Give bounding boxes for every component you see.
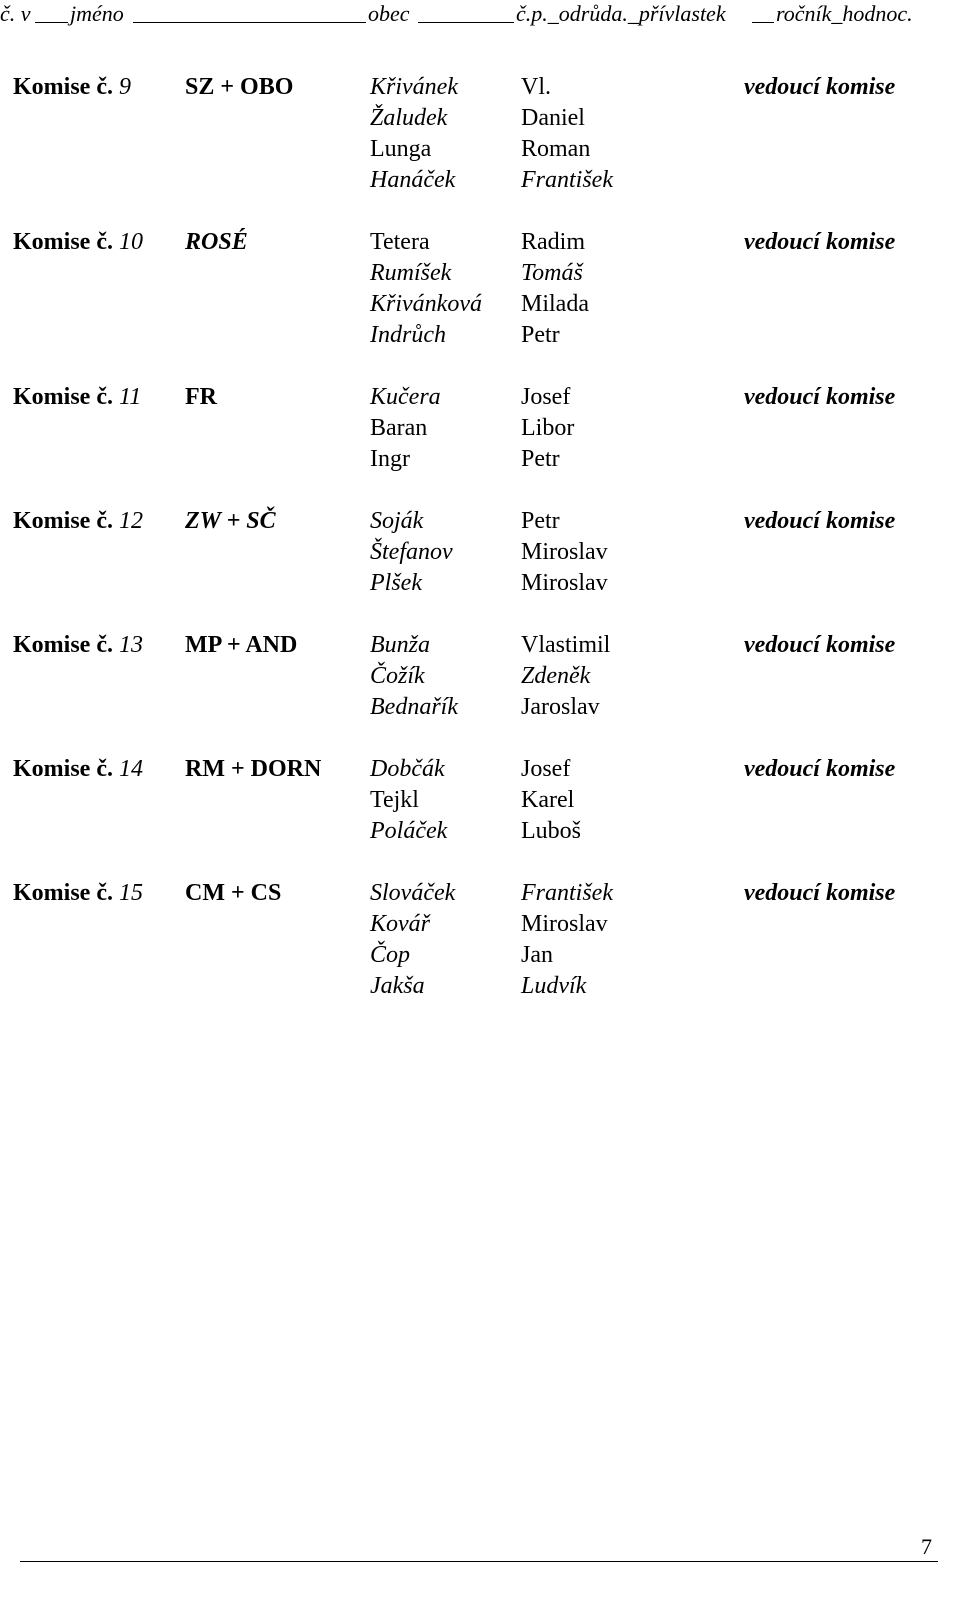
member-firstname: Milada [521,291,589,317]
commission-label-text: Komise č. [13,384,113,410]
member-firstname: Josef [521,756,571,782]
member-firstname: Vlastimil [521,632,611,658]
header-underline [418,22,514,23]
header-underline [752,22,774,23]
member-surname: Rumíšek [370,260,452,286]
commission-role: vedoucí komise [744,632,896,658]
member-firstname: Luboš [521,818,581,844]
member-surname: Poláček [370,818,448,844]
commission-label-text: Komise č. [13,756,113,782]
commission-variety: ROSÉ [185,229,248,255]
header-underline [35,22,68,23]
member-firstname: Petr [521,322,560,348]
commission-variety: ZW + SČ [185,508,276,534]
header-col-jmeno: jméno [70,1,124,26]
commission-role: vedoucí komise [744,508,896,534]
commission-number: 10 [118,229,143,255]
member-firstname: Josef [521,384,571,410]
member-surname: Žaludek [370,105,448,131]
commission-number: 13 [118,632,143,658]
member-surname: Křivánková [370,291,482,317]
member-firstname: Jan [521,942,553,968]
commission-label [13,878,143,909]
member-surname: Hanáček [370,167,456,193]
member-firstname: Petr [521,446,560,472]
commission-label-text: Komise č. [13,508,113,534]
member-firstname: Miroslav [521,911,608,937]
member-firstname: Karel [521,787,575,813]
commission-number: 12 [118,508,143,534]
member-firstname: Daniel [521,105,585,131]
member-firstname: Miroslav [521,570,608,596]
commission-number: 14 [118,756,143,782]
commission-label [13,72,131,103]
header-col-rocnik: ročník_hodnoc. [776,1,913,26]
member-surname: Kučera [370,384,441,410]
column-header [0,0,950,30]
member-firstname: Libor [521,415,575,441]
member-firstname: Ludvík [521,973,587,999]
member-surname: Bednařík [370,694,458,720]
member-surname: Indrůch [370,322,446,348]
member-surname: Ingr [370,446,410,472]
member-firstname: František [521,880,613,906]
commission-label [13,382,141,413]
member-surname: Bunža [370,632,430,658]
member-surname: Kovář [370,911,430,937]
member-surname: Plšek [370,570,422,596]
commission-label [13,227,143,258]
commission-variety: SZ + OBO [185,74,294,100]
member-surname: Baran [370,415,428,441]
commission-role: vedoucí komise [744,384,896,410]
member-firstname: Radim [521,229,585,255]
commission-label-text: Komise č. [13,74,113,100]
header-underline [133,22,366,23]
member-surname: Tejkl [370,787,419,813]
member-surname: Lunga [370,136,432,162]
member-surname: Slováček [370,880,456,906]
member-surname: Soják [370,508,424,534]
member-firstname: Vl. [521,74,551,100]
header-col-cislo: č. v [0,1,31,26]
commission-label [13,754,143,785]
member-surname: Tetera [370,229,430,255]
commission-label-text: Komise č. [13,229,113,255]
commission-number: 15 [118,880,143,906]
member-firstname: Miroslav [521,539,608,565]
footer-rule [20,1561,938,1562]
commission-variety: FR [185,384,217,410]
commission-variety: MP + AND [185,632,298,658]
member-surname: Jakša [370,973,425,999]
commission-label [13,506,143,537]
commission-role: vedoucí komise [744,880,896,906]
member-firstname: Petr [521,508,560,534]
commission-variety: CM + CS [185,880,282,906]
member-firstname: František [521,167,613,193]
page-number: 7 [921,1534,932,1559]
header-col-cp-odruda: č.p._odrůda._přívlastek [516,1,726,26]
commission-variety: RM + DORN [185,756,322,782]
member-surname: Štefanov [370,539,453,565]
commission-number: 9 [118,74,131,100]
member-firstname: Roman [521,136,591,162]
commission-label-text: Komise č. [13,880,113,906]
commission-role: vedoucí komise [744,74,896,100]
commission-number: 11 [118,384,142,410]
member-firstname: Zdeněk [521,663,591,689]
commission-role: vedoucí komise [744,756,896,782]
commission-label-text: Komise č. [13,632,113,658]
member-surname: Čožík [370,663,425,689]
member-firstname: Jaroslav [521,694,600,720]
member-surname: Čop [370,942,411,968]
member-surname: Křivánek [370,74,458,100]
member-surname: Dobčák [370,756,445,782]
member-firstname: Tomáš [521,260,583,286]
header-col-obec: obec [368,1,410,26]
commission-role: vedoucí komise [744,229,896,255]
commission-label [13,630,143,661]
